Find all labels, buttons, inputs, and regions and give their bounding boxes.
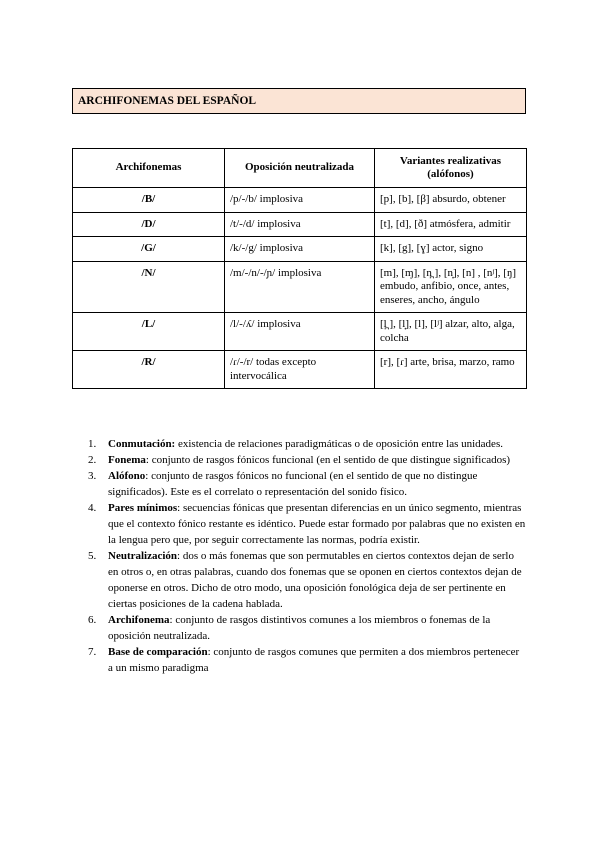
opposition-cell: /m/-/n/-/ɲ/ implosiva [225, 261, 375, 313]
table-row [73, 237, 527, 262]
table-row [73, 351, 527, 389]
list-item [88, 548, 526, 612]
definition-text: : conjunto de rasgos comunes que permiten a dos miembros pertenecer a un mismo paradigma [108, 646, 520, 674]
archiphoneme-cell: /G/ [73, 237, 225, 262]
allophones-cell: [k], [g], [ɣ] actor, signo [375, 237, 527, 262]
table-header-row [73, 149, 527, 188]
definition-term: Alófono [108, 470, 146, 482]
definition-term: Archifonema [108, 614, 170, 626]
header-archiphonemes: Archifonemas [73, 149, 225, 188]
list-number: 2. [88, 454, 97, 466]
definition-term: Conmutación: [108, 438, 176, 450]
header-allophones: Variantes realizativas (alófonos) [375, 149, 527, 188]
table-row [73, 261, 527, 313]
list-number: 4. [88, 502, 97, 514]
header-neutralized-opposition: Oposición neutralizada [225, 149, 375, 188]
allophones-cell: [t], [d], [ð] atmósfera, admitir [375, 212, 527, 237]
allophones-cell: [m], [ɱ], [n̪ ], [n̟], [n] , [nʲ], [ŋ] embudo, anfibio, once, antes, enseres, ancho, ángulo [375, 261, 527, 313]
definition-text: : conjunto de rasgos fónicos funcional (en el sentido de que distingue significados) [145, 454, 511, 466]
table-row [73, 212, 527, 237]
definition-text: : conjunto de rasgos distintivos comunes a los miembros o fonemas de la oposición neutralizada. [108, 614, 491, 642]
archiphoneme-cell: /D/ [73, 212, 225, 237]
opposition-cell: /t/-/d/ implosiva [225, 212, 375, 237]
list-item [88, 436, 526, 452]
archiphoneme-cell: /B/ [73, 188, 225, 213]
definition-term: Pares mínimos [108, 502, 178, 514]
definition-text: : dos o más fonemas que son permutables en ciertos contextos dejan de serlo en otros o, en otras palabras, cuando dos fonemas que se oponen en ciertos contextos dejan de oponerse en otros. Dicho de otro modo, una oposición fonológica deja de ser pertinente en ciertas posiciones de la cadena hablada. [108, 550, 522, 610]
opposition-cell: /l/-/ʎ/ implosiva [225, 313, 375, 351]
definition-text: existencia de relaciones paradigmáticas o de oposición entre las unidades. [175, 438, 503, 450]
archiphoneme-cell: /L/ [73, 313, 225, 351]
definition-text: : secuencias fónicas que presentan diferencias en un único segmento, mientras que el contexto fónico restante es idéntico. Puede estar formado por palabras que no existen en la lengua pero que, por seguir correctamente las normas, podría existir. [108, 502, 526, 546]
archiphoneme-cell: /N/ [73, 261, 225, 313]
list-item [88, 452, 526, 468]
table-row [73, 313, 527, 351]
definition-term: Neutralización [108, 550, 178, 562]
allophones-cell: [p], [b], [β] absurdo, obtener [375, 188, 527, 213]
page-title: ARCHIFONEMAS DEL ESPAÑOL [72, 88, 526, 114]
list-number: 3. [88, 470, 97, 482]
list-item [88, 468, 526, 500]
list-item [88, 612, 526, 644]
definition-text: : conjunto de rasgos fónicos no funcional (en el sentido de que no distingue significados). Este es el correlato o representación del sonido físico. [108, 470, 478, 498]
list-number: 7. [88, 646, 97, 658]
allophones-cell: [r], [ɾ] arte, brisa, marzo, ramo [375, 351, 527, 389]
definition-term: Fonema [108, 454, 146, 466]
list-number: 6. [88, 614, 97, 626]
opposition-cell: /p/-/b/ implosiva [225, 188, 375, 213]
definition-term: Base de comparación [108, 646, 208, 658]
opposition-cell: /ɾ/-/r/ todas excepto intervocálica [225, 351, 375, 389]
table-row [73, 188, 527, 213]
list-item [88, 644, 526, 676]
list-number: 1. [88, 438, 97, 450]
opposition-cell: /k/-/g/ implosiva [225, 237, 375, 262]
archiphoneme-cell: /R/ [73, 351, 225, 389]
archiphoneme-table [72, 148, 527, 389]
list-number: 5. [88, 550, 97, 562]
allophones-cell: [l̪ ], [l̟], [l], [lʲ] alzar, alto, alga, colcha [375, 313, 527, 351]
definitions-list [88, 436, 526, 676]
list-item [88, 500, 526, 548]
